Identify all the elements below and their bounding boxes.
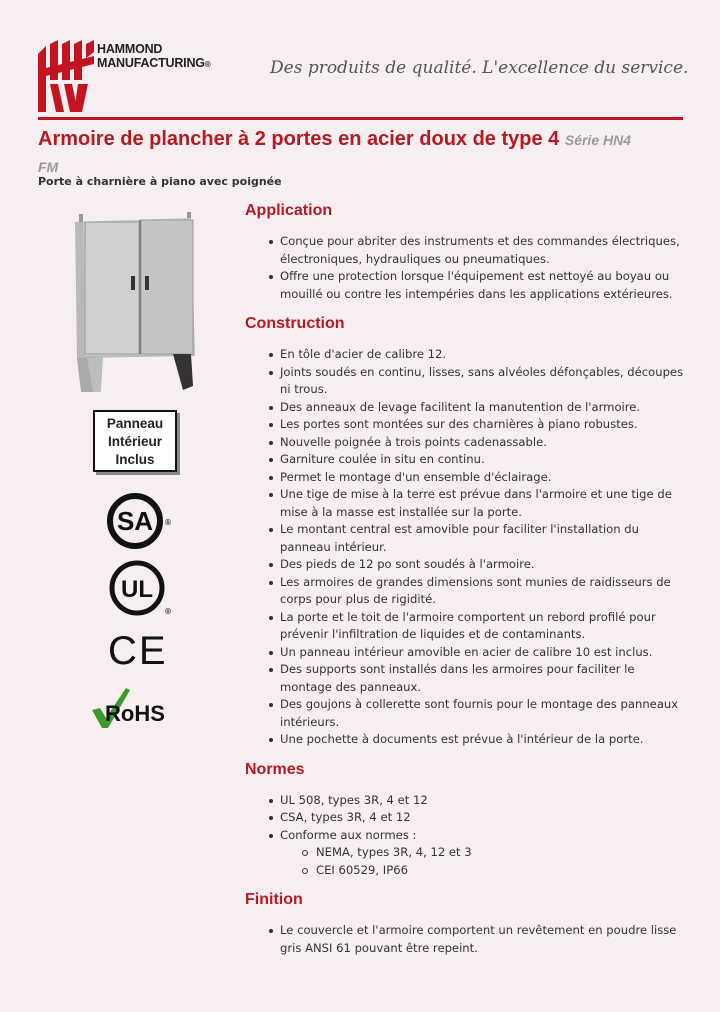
list-item: Les armoires de grandes dimensions sont munies de raidisseurs de corps pour plus de rigidité. [245, 574, 690, 609]
normes-list [245, 792, 690, 880]
list-item: Une pochette à documents est prévue à l'intérieur de la porte. [245, 731, 690, 749]
list-item: Des pieds de 12 po sont soudés à l'armoire. [245, 556, 690, 574]
csa-certification-icon [108, 490, 170, 552]
list-item: Le couvercle et l'armoire comportent un revêtement en poudre lisse gris ANSI 61 pouvant être repeint. [245, 922, 690, 957]
sub-list-item: CEI 60529, IP66 [280, 862, 690, 880]
list-item: Des goujons à collerette sont fournis pour le montage des panneaux intérieurs. [245, 696, 690, 731]
csa-mark-text: SA [116, 506, 154, 536]
rohs-icon [90, 686, 186, 730]
list-item: Offre une protection lorsque l'équipement est nettoyé au boyau ou mouillé ou contre les intempéries dans les applications extérieures. [245, 268, 690, 303]
list-item: Conçue pour abriter des instruments et des commandes électriques, électroniques, hydrauliques ou pneumatiques. [245, 233, 690, 268]
svg-text:®: ® [164, 518, 172, 527]
page-title [38, 126, 698, 180]
main-content [245, 200, 690, 967]
list-item: Le montant central est amovible pour faciliter l'installation du panneau intérieur. [245, 521, 690, 556]
construction-list [245, 346, 690, 749]
subtitle: Porte à charnière à piano avec poignée [38, 175, 282, 188]
list-item: Un panneau intérieur amovible en acier de calibre 10 est inclus. [245, 644, 690, 662]
sub-list-item: NEMA, types 3R, 4, 12 et 3 [280, 844, 690, 862]
list-item: En tôle d'acier de calibre 12. [245, 346, 690, 364]
list-item: Les portes sont montées sur des charnières à piano robustes. [245, 416, 690, 434]
badge-line-3: Inclus [115, 452, 155, 467]
header-rule [38, 117, 683, 120]
series-label-cont: FM [38, 159, 59, 175]
list-item: Nouvelle poignée à trois points cadenassable. [245, 434, 690, 452]
list-item: UL 508, types 3R, 4 et 12 [245, 792, 690, 810]
cabinet-product-image [73, 206, 195, 392]
list-item: Permet le montage d'un ensemble d'éclairage. [245, 469, 690, 487]
section-heading-normes: Normes [245, 760, 305, 778]
panel-included-badge [93, 410, 177, 472]
list-item-text: Conforme aux normes : [280, 827, 417, 842]
section-heading-application: Application [245, 202, 333, 219]
normes-sublist [280, 844, 690, 879]
brand-name [97, 42, 211, 72]
tagline: Des produits de qualité. L'excellence du service. [270, 58, 689, 78]
rohs-label: RoHS [105, 701, 165, 726]
list-item [245, 827, 690, 880]
list-item: La porte et le toit de l'armoire comportent un rebord profilé pour prévenir l'infiltration de liquides et de contaminants. [245, 609, 690, 644]
finition-list [245, 922, 690, 957]
svg-text:®: ® [164, 607, 172, 616]
section-heading-construction: Construction [245, 315, 345, 332]
ul-mark-text: UL [121, 576, 153, 603]
application-list [245, 233, 690, 303]
list-item: Une tige de mise à la terre est prévue dans l'armoire et une tige de mise à la masse est installée sur la porte. [245, 486, 690, 521]
list-item: Garniture coulée in situ en continu. [245, 451, 690, 469]
list-item: Des anneaux de levage facilitent la manutention de l'armoire. [245, 399, 690, 417]
ul-certification-icon [110, 557, 170, 619]
ce-mark-icon: CE [108, 629, 168, 673]
hammond-h-logo-icon [38, 40, 94, 112]
badge-line-2: Intérieur [107, 434, 162, 449]
title-main: Armoire de plancher à 2 portes en acier doux de type 4 [38, 128, 560, 150]
list-item: Joints soudés en continu, lisses, sans alvéoles défonçables, découpes ni trous. [245, 364, 690, 399]
list-item: Des supports sont installés dans les armoires pour faciliter le montage des panneaux. [245, 661, 690, 696]
brand-line-2: MANUFACTURING® [97, 56, 211, 70]
section-heading-finition: Finition [245, 891, 303, 908]
badge-line-1: Panneau [106, 416, 164, 431]
hammond-logo [38, 40, 228, 112]
series-label: Série HN4 [564, 132, 632, 148]
brand-line-1: HAMMOND [97, 42, 163, 56]
list-item: CSA, types 3R, 4 et 12 [245, 809, 690, 827]
